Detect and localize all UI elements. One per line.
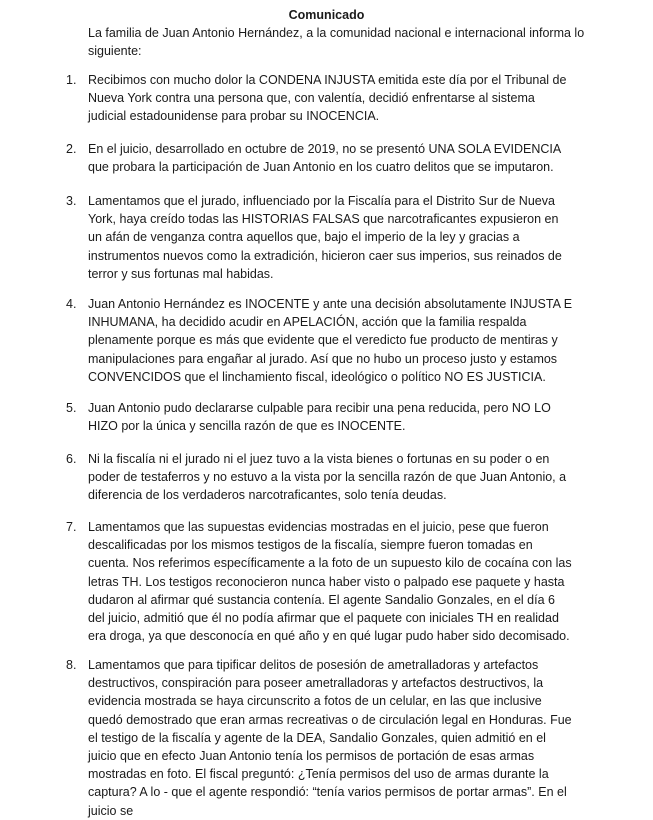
item-number: 4. (66, 297, 77, 311)
item-text: Lamentamos que para tipificar delitos de posesión de ametralladoras y artefactos destructivos, conspiración para poseer ametralladoras y artefactos destructivos, la evidencia mostrada se haya circunscrito a fotos de un celular, en las que inclusive quedó demostrado que eran armas recreativas o de circulación legal en Honduras. Fue el testigo de la fiscalía y agente de la DEA, Sandalio Gonzales, quien admitió en el juicio que en efecto Juan Antonio tenía los permisos de portación de esas armas mostradas en foto. El fiscal preguntó: ¿Tenía permisos del uso de armas durante la captura? A lo - que el agente respondió: “tenía varios permisos de portar armas”. En el juicio se (88, 658, 572, 818)
document-title: Comunicado (288, 8, 365, 22)
item-number: 5. (66, 401, 77, 415)
item-number: 1. (66, 73, 77, 87)
item-number: 8. (66, 658, 77, 672)
item-text: Juan Antonio pudo declararse culpable para recibir una pena reducida, pero NO LO HIZO por la única y sencilla razón de que es INOCENTE. (88, 401, 551, 434)
item-number: 7. (66, 520, 77, 534)
item-text: Lamentamos que el jurado, influenciado por la Fiscalía para el Distrito Sur de Nueva York, haya creído todas las HISTORIAS FALSAS que narcotraficantes expusieron en un afán de venganza contra aquellos que, bajo el imperio de la ley y gracias a instrumentos nuevos como la extradición, hicieron caer sus imperios, sus reinados de terror y sus fortunas mal habidas. (88, 194, 562, 281)
item-text: Lamentamos que las supuestas evidencias mostradas en el juicio, pese que fueron descalificadas por los mismos testigos de la fiscalía, siempre fueron tomadas en cuenta. Nos referimos específicamente a la foto de un supuesto kilo de cocaína con las letras TH. Los testigos reconocieron nunca haber visto o palpado ese paquete y hasta dudaron al afirmar qué sustancia contenía. El agente Sandalio Gonzales, en el día 6 del juicio, admitió que él no podía afirmar que el paquete con iniciales TH en realidad era droga, ya que desconocía en qué año y en qué lugar pudo haber sido decomisado. (88, 520, 572, 644)
item-number: 2. (66, 142, 77, 156)
item-text: Recibimos con mucho dolor la CONDENA INJUSTA emitida este día por el Tribunal de Nueva York contra una persona que, con valentía, decidió enfrentarse al sistema judicial estadounidense para probar su INOCENCIA. (88, 73, 567, 124)
item-text: En el juicio, desarrollado en octubre de 2019, no se presentó UNA SOLA EVIDENCIA que probara la participación de Juan Antonio en los cuatro delitos que se imputaron. (88, 142, 561, 175)
item-number: 3. (66, 194, 77, 208)
item-text: Juan Antonio Hernández es INOCENTE y ante una decisión absolutamente INJUSTA E INHUMANA, ha decidido acudir en APELACIÓN, acción que la familia respalda plenamente porque es más que evidente que el veredicto fue producto de mentiras y manipulaciones para engañar al jurado. Así que no hubo un proceso justo y estamos CONVENCIDOS que el linchamiento fiscal, ideológico o político NO ES JUSTICIA. (88, 297, 573, 384)
item-number: 6. (66, 452, 77, 466)
item-text: Ni la fiscalía ni el jurado ni el juez tuvo a la vista bienes o fortunas en su poder o en poder de testaferros y no estuvo a la vista por la sencilla razón de que Juan Antonio, a diferencia de los verdaderos narcotraficantes, solo tenía deudas. (88, 452, 567, 503)
intro-paragraph: La familia de Juan Antonio Hernández, a la comunidad nacional e internacional informa lo siguiente: (88, 26, 585, 58)
